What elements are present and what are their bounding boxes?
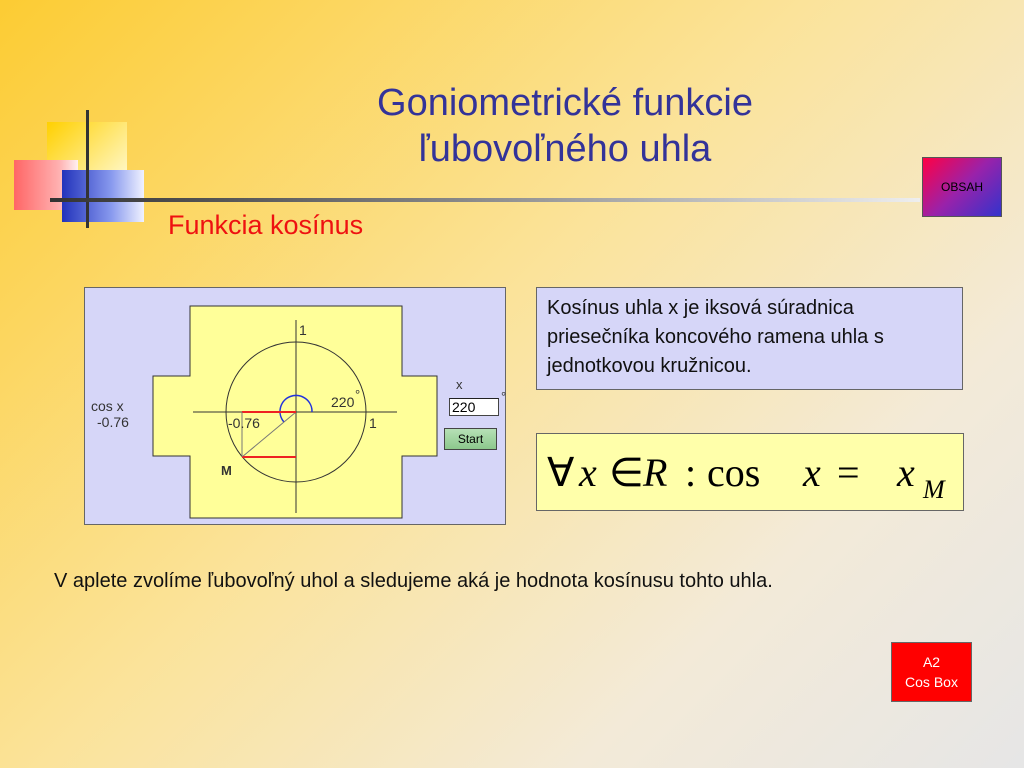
- obsah-button[interactable]: OBSAH: [922, 157, 1002, 217]
- definition-box: Kosínus uhla x je iksová súradnica priesečníka koncového ramena uhla s jednotkovou kružnicou.: [536, 287, 963, 390]
- start-button[interactable]: Start: [444, 428, 497, 450]
- formula-cos: cos: [707, 450, 761, 495]
- axis-label-top: 1: [299, 322, 307, 338]
- slide-title: [300, 80, 830, 172]
- point-label: M: [221, 463, 232, 478]
- angle-degree: °: [355, 387, 361, 402]
- slide-subtitle: Funkcia kosínus: [168, 210, 364, 240]
- formula-in: ∈: [609, 450, 644, 495]
- formula-R: R: [643, 450, 668, 495]
- cosine-applet[interactable]: [84, 287, 506, 525]
- formula-eq: =: [837, 450, 860, 495]
- next-slide-line1: A2: [922, 654, 941, 670]
- x-marker-value: -0.76: [228, 415, 260, 431]
- angle-label: 220: [331, 394, 355, 410]
- formula-canvas: [537, 434, 965, 512]
- slide-title-line2: ľubovoľného uhla: [418, 128, 712, 170]
- x-input-degree: °: [501, 389, 507, 404]
- title-rule: [50, 198, 920, 202]
- formula-x2: x: [803, 450, 821, 495]
- formula-x: x: [579, 450, 597, 495]
- deco-blue-square: [62, 170, 144, 222]
- caption: V aplete zvolíme ľubovoľný uhol a sledujeme aká je hodnota kosínusu tohto uhla.: [54, 570, 773, 592]
- formula-forall: ∀: [547, 450, 575, 495]
- x-label: x: [456, 377, 463, 392]
- cos-value: -0.76: [97, 414, 129, 430]
- next-slide-line2: Cos Box: [905, 674, 958, 690]
- slide-title-line1: Goniometrické funkcie: [377, 82, 753, 124]
- formula-box: [536, 433, 964, 511]
- axis-label-right: 1: [369, 415, 377, 431]
- cos-label: cos x: [91, 398, 124, 414]
- x-input[interactable]: [449, 398, 499, 416]
- formula-sub: M: [923, 475, 945, 504]
- applet-canvas: [85, 288, 507, 526]
- next-slide-button[interactable]: [891, 642, 972, 702]
- deco-vertical-line: [86, 110, 89, 228]
- formula-x3: x: [897, 450, 915, 495]
- formula-colon: :: [685, 450, 697, 495]
